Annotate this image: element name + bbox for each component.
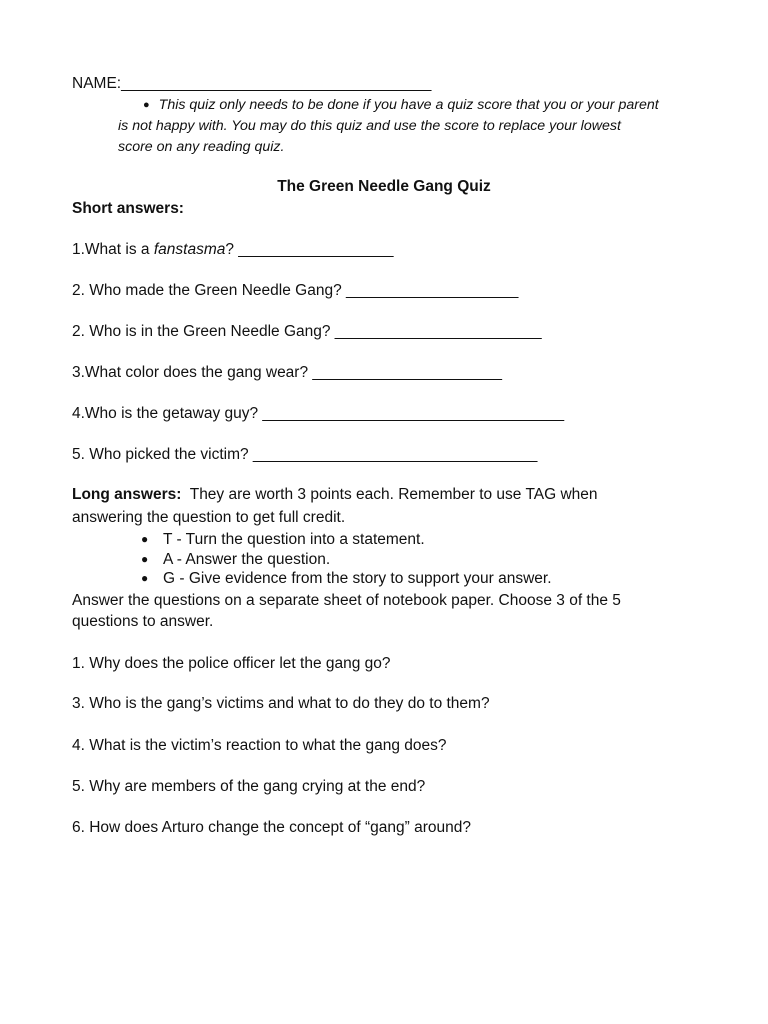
short-question-2: 2. Who made the Green Needle Gang? ____________________ bbox=[72, 282, 519, 299]
short-question-5: 4.Who is the getaway guy? ___________________________________ bbox=[72, 405, 565, 422]
page-title: The Green Needle Gang Quiz bbox=[277, 178, 491, 195]
long-question-6: 6. How does Arturo change the concept of “gang” around? bbox=[72, 819, 471, 836]
tag-item-g bbox=[141, 568, 552, 589]
bullet-icon: ● bbox=[143, 99, 150, 111]
long-answers-heading: Long answers: bbox=[72, 486, 182, 503]
note-line-3: score on any reading quiz. bbox=[118, 139, 285, 155]
name-line bbox=[72, 74, 431, 94]
name-blank: ____________________________________ bbox=[121, 75, 432, 92]
short-question-3: 2. Who is in the Green Needle Gang? ________________________ bbox=[72, 323, 542, 340]
note-line-1 bbox=[143, 95, 659, 115]
long-answers-intro-text: They are worth 3 points each. Remember to use TAG when bbox=[181, 486, 598, 503]
long-question-5: 5. Why are members of the gang crying at the end? bbox=[72, 778, 426, 795]
short-answers-heading: Short answers: bbox=[72, 200, 184, 217]
long-instructions-2: questions to answer. bbox=[72, 613, 214, 630]
question-term: fanstasma bbox=[153, 241, 226, 258]
note-text-1: This quiz only needs to be done if you have a quiz score that you or your parent bbox=[158, 97, 659, 113]
long-question-3: 3. Who is the gang’s victims and what to do they do to them? bbox=[72, 695, 490, 712]
short-question-1 bbox=[72, 240, 393, 260]
long-answers-intro-2: answering the question to get full credit. bbox=[72, 509, 346, 526]
tag-text: G - Give evidence from the story to support your answer. bbox=[163, 570, 552, 587]
tag-text: T - Turn the question into a statement. bbox=[163, 531, 425, 548]
question-suffix: ? __________________ bbox=[225, 241, 394, 258]
long-instructions-1: Answer the questions on a separate sheet of notebook paper. Choose 3 of the 5 bbox=[72, 592, 621, 609]
short-question-4: 3.What color does the gang wear? ______________________ bbox=[72, 364, 503, 381]
tag-item-t bbox=[141, 529, 425, 550]
question-prefix: 1.What is a bbox=[72, 241, 154, 258]
short-question-6: 5. Who picked the victim? _________________________________ bbox=[72, 446, 538, 463]
long-answers-intro-1 bbox=[72, 485, 598, 505]
bullet-icon: ● bbox=[141, 571, 149, 585]
tag-item-a bbox=[141, 549, 330, 570]
long-question-4: 4. What is the victim’s reaction to what the gang does? bbox=[72, 737, 447, 754]
long-question-1: 1. Why does the police officer let the gang go? bbox=[72, 655, 391, 672]
bullet-icon: ● bbox=[141, 552, 149, 566]
bullet-icon: ● bbox=[141, 532, 149, 546]
name-label: NAME: bbox=[72, 75, 122, 92]
note-line-2: is not happy with. You may do this quiz and use the score to replace your lowest bbox=[118, 118, 621, 134]
tag-text: A - Answer the question. bbox=[163, 551, 331, 568]
